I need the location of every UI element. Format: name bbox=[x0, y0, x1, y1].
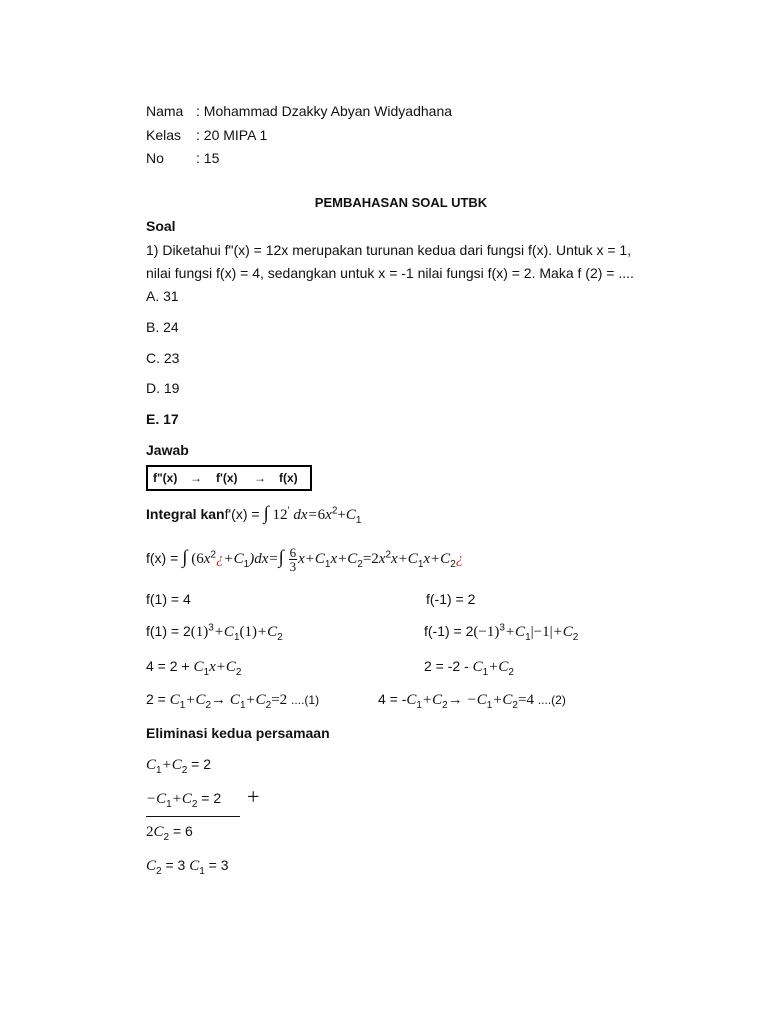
eq2-eq: =4 bbox=[517, 692, 534, 708]
eq2-mid: +C bbox=[421, 692, 443, 708]
r4-c1: C bbox=[189, 858, 200, 874]
frac-den: 3 bbox=[289, 558, 297, 574]
var-x-2: x bbox=[378, 551, 386, 567]
eq1-c2b-sub: 2 bbox=[265, 699, 272, 711]
number-label: No bbox=[146, 150, 164, 166]
simp2-lhs: 2 = -2 - bbox=[424, 658, 469, 674]
sub: 1 bbox=[243, 558, 250, 570]
plus: + bbox=[337, 507, 346, 523]
r4-c2: C bbox=[146, 858, 157, 874]
simp2-c1-sub: 1 bbox=[482, 666, 489, 678]
r1-plus: +C bbox=[161, 757, 182, 773]
eq1-c1b-sub: 1 bbox=[239, 699, 246, 711]
t1: x+C bbox=[298, 551, 325, 567]
t2: x+C bbox=[330, 551, 358, 567]
sub2: 2 bbox=[357, 558, 363, 570]
elim-row-4 bbox=[146, 856, 229, 875]
option-c: C. 23 bbox=[146, 350, 180, 366]
sub1: 1 bbox=[324, 558, 331, 570]
elimination-divider bbox=[146, 816, 240, 817]
question-line-2: nilai fungsi f(x) = 4, sedangkan untuk x = -1 nilai fungsi f(x) = 2. Maka f (2) = .... bbox=[146, 265, 634, 281]
r1-c: C bbox=[146, 757, 157, 773]
f1-expanded bbox=[146, 622, 283, 641]
integral-line bbox=[146, 505, 361, 524]
r2-eq: = 2 bbox=[197, 790, 222, 806]
integral-lhs: f'(x) = bbox=[224, 506, 260, 522]
integral-sign: ∫ bbox=[263, 503, 269, 524]
elim-row-2 bbox=[146, 789, 221, 808]
option-b: B. 24 bbox=[146, 319, 179, 335]
f1-simplified bbox=[146, 657, 241, 676]
t4: x+C bbox=[423, 551, 451, 567]
fm1-pow: 3 bbox=[499, 622, 505, 634]
t3: x+C bbox=[391, 551, 418, 567]
f1-c1: +C bbox=[213, 624, 234, 640]
elimination-plus-sign: + bbox=[247, 784, 260, 809]
integrand-mark: ' bbox=[287, 505, 290, 517]
elim-row-1 bbox=[146, 755, 211, 774]
eq1-mid: +C bbox=[185, 692, 206, 708]
sub: 1 bbox=[355, 514, 362, 526]
fm1-base: (−1) bbox=[473, 624, 500, 640]
equation-1 bbox=[146, 690, 319, 709]
glyph-2: ¿ bbox=[455, 551, 464, 567]
integral-label: Integral kan bbox=[146, 506, 225, 522]
arrow-right-icon: → bbox=[190, 471, 202, 485]
r2-neg: −C bbox=[146, 791, 167, 807]
r1-eq: = 2 bbox=[187, 756, 212, 772]
eq1-c1b: C bbox=[229, 692, 240, 708]
page-title: PEMBAHASAN SOAL UTBK bbox=[314, 195, 488, 210]
simp-c2-sub: 2 bbox=[235, 666, 242, 678]
f1-c1-arg: (1) bbox=[239, 624, 258, 640]
eq2-c1: C bbox=[406, 692, 417, 708]
option-d: D. 19 bbox=[146, 380, 180, 396]
question-line-1: 1) Diketahui f"(x) = 12x merupakan turunan kedua dari fungsi f(x). Untuk x = 1, bbox=[146, 242, 632, 258]
r2-plus: +C bbox=[171, 791, 192, 807]
constant: C bbox=[345, 507, 356, 523]
eq1-tag: ....(1) bbox=[291, 693, 320, 707]
eq2-lhs: 4 = - bbox=[378, 691, 407, 707]
r1-plus-sub: 2 bbox=[181, 764, 188, 776]
fm1-c1: +C bbox=[504, 624, 526, 640]
fm1-value: f(-1) = 2 bbox=[426, 591, 476, 607]
exp: 2 bbox=[331, 505, 338, 517]
jawab-heading: Jawab bbox=[146, 442, 189, 458]
fraction bbox=[289, 546, 298, 573]
frac-num: 6 bbox=[289, 544, 297, 560]
simp-c1-sub: 1 bbox=[203, 666, 210, 678]
name-value: : Mohammad Dzakky Abyan Widyadhana bbox=[196, 103, 453, 119]
flow-step-function: f(x) bbox=[279, 471, 298, 485]
name-label: Nama bbox=[146, 103, 184, 119]
elim-row-3 bbox=[146, 822, 193, 841]
fm1-c1-arg: |−1| bbox=[530, 624, 553, 640]
fm1-simplified bbox=[424, 657, 514, 676]
r3-c: C bbox=[153, 824, 164, 840]
arrow-right-icon: → bbox=[254, 471, 266, 485]
elimination-heading: Eliminasi kedua persamaan bbox=[146, 725, 330, 741]
simp2-c1: C bbox=[472, 659, 483, 675]
exp-2: 2 bbox=[385, 549, 392, 561]
glyph: ¿ bbox=[216, 551, 224, 567]
sub1b: 1 bbox=[417, 558, 424, 570]
eq1-lhs: 2 = bbox=[146, 691, 166, 707]
fm1-expanded bbox=[424, 622, 578, 641]
f1-pow: 3 bbox=[208, 622, 214, 634]
flow-step-second-derivative: f"(x) bbox=[153, 471, 178, 485]
r3-c-sub: 2 bbox=[163, 831, 170, 843]
r2-neg-sub: 1 bbox=[166, 798, 172, 810]
simp-rhs: x+C bbox=[209, 659, 236, 675]
eq1-midb: +C bbox=[245, 692, 266, 708]
simp-c1: C bbox=[193, 659, 204, 675]
soal-heading: Soal bbox=[146, 218, 176, 234]
integral-sign-2: ∫ bbox=[278, 547, 284, 568]
coef: 6 bbox=[317, 507, 326, 523]
eq1-c1-sub: 1 bbox=[179, 699, 186, 711]
flow-step-first-derivative: f'(x) bbox=[216, 471, 238, 485]
class-label: Kelas bbox=[146, 127, 182, 143]
r4-c1-sub: 1 bbox=[199, 865, 205, 877]
var-x: x bbox=[325, 507, 332, 523]
f1-c1-sub: 1 bbox=[233, 631, 240, 643]
r1-c-sub: 1 bbox=[156, 764, 162, 776]
f1-base: (1) bbox=[190, 624, 209, 640]
sub2b: 2 bbox=[450, 558, 456, 570]
eq2-c1-sub: 1 bbox=[416, 699, 422, 711]
r4-eq-b: = 3 bbox=[204, 857, 229, 873]
eq2-c2b-sub: 2 bbox=[512, 699, 518, 711]
eq: =2 bbox=[362, 551, 379, 567]
fm1-lhs: f(-1) = 2 bbox=[424, 623, 474, 639]
r4-eq-a: = 3 bbox=[161, 857, 186, 873]
r4-c2-sub: 2 bbox=[156, 865, 162, 877]
fm1-c2-sub: 2 bbox=[572, 631, 579, 643]
integrand: 12 bbox=[272, 507, 288, 523]
option-a: A. 31 bbox=[146, 288, 179, 304]
mid: +C bbox=[223, 551, 244, 567]
r2-plus-sub: 2 bbox=[191, 798, 198, 810]
f1-value: f(1) = 4 bbox=[146, 591, 191, 607]
dx: dx= bbox=[293, 507, 318, 523]
f1-lhs: f(1) = 2 bbox=[146, 623, 191, 639]
open: (6 bbox=[191, 551, 204, 567]
close: )dx= bbox=[249, 551, 279, 567]
simp-lhs: 4 = 2 + bbox=[146, 658, 190, 674]
fm1-c2: +C bbox=[552, 624, 573, 640]
eq2-neg-sub: 1 bbox=[486, 699, 493, 711]
eq1-eq: =2 bbox=[271, 692, 288, 708]
fx-lhs: f(x) = bbox=[146, 550, 179, 566]
fm1-c1-sub: 1 bbox=[525, 631, 531, 643]
var-x: x bbox=[203, 551, 211, 567]
simp2-c2-sub: 2 bbox=[508, 666, 514, 678]
simp2-plus: +C bbox=[488, 659, 509, 675]
eq2-c2-sub: 2 bbox=[442, 699, 448, 711]
f1-c2-sub: 2 bbox=[277, 631, 283, 643]
integral-sign: ∫ bbox=[182, 547, 188, 568]
number-value: : 15 bbox=[196, 150, 220, 166]
eq1-c1: C bbox=[169, 692, 180, 708]
eq2-neg: −C bbox=[466, 692, 487, 708]
option-e-answer: E. 17 bbox=[146, 411, 179, 427]
derivative-flow-box bbox=[146, 465, 312, 491]
eq2-arrow: → bbox=[447, 692, 463, 708]
eq2-tag: ....(2) bbox=[537, 693, 566, 707]
r3-eq: = 6 bbox=[169, 823, 193, 839]
class-value: : 20 MIPA 1 bbox=[196, 127, 268, 143]
eq2-midb: +C bbox=[492, 692, 513, 708]
r3-coef: 2 bbox=[146, 824, 154, 840]
f1-c2: +C bbox=[257, 624, 278, 640]
exp: 2 bbox=[210, 549, 217, 561]
eq1-arrow: → bbox=[211, 692, 227, 708]
fx-line bbox=[146, 544, 464, 574]
eq1-c2-sub: 2 bbox=[205, 699, 212, 711]
equation-2 bbox=[378, 690, 566, 709]
